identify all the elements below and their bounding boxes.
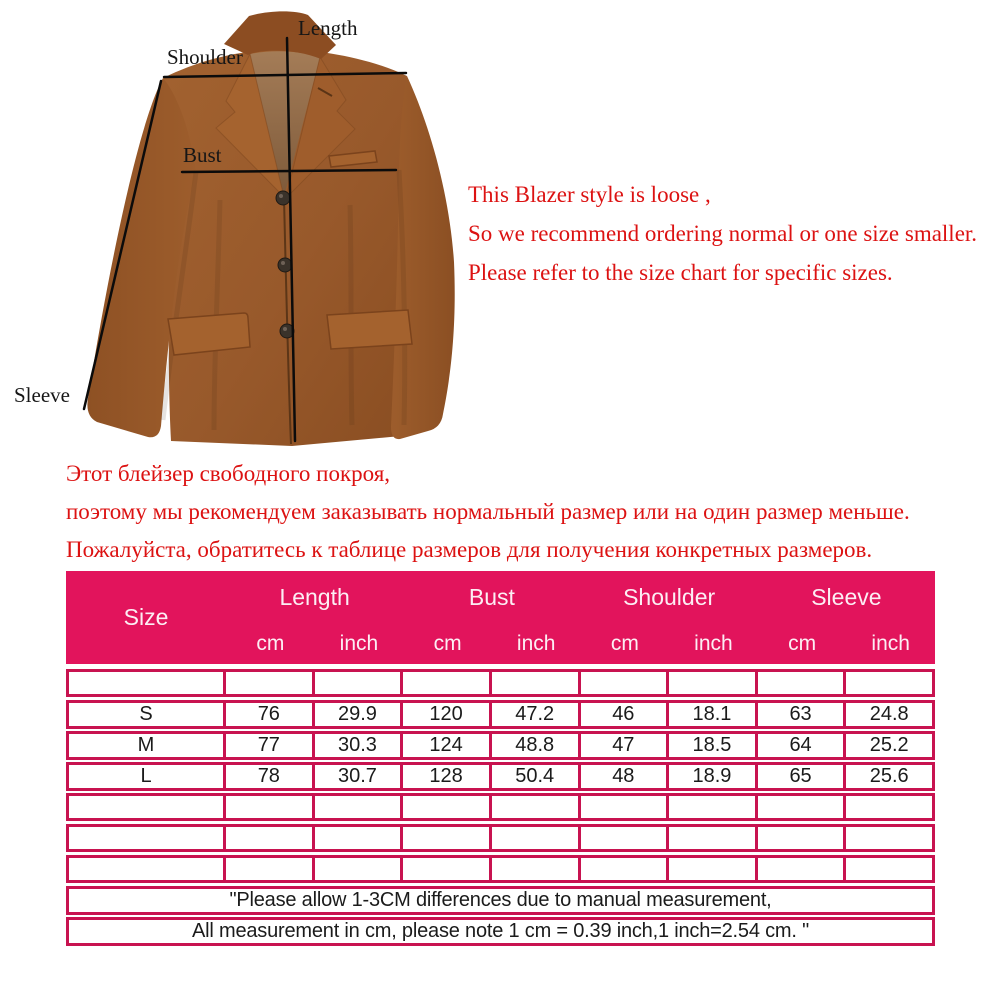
- table-footer-row-2: [66, 917, 935, 945]
- table-row-m: [66, 731, 935, 759]
- cell-value: 48: [581, 762, 670, 791]
- note-english-line2: So we recommend ordering normal or one size smaller.: [468, 221, 978, 246]
- unit-cm: cm: [256, 631, 285, 655]
- cell-value: 25.6: [846, 762, 935, 791]
- note-russian-line3: Пожалуйста, обратитесь к таблице размеров для получения конкретных размеров.: [66, 537, 873, 562]
- right-pocket-flap: [327, 310, 412, 349]
- cell-value: 46: [581, 700, 670, 729]
- footer-note-line2: All measurement in cm, please note 1 cm = 0.39 inch,1 inch=2.54 cm. ": [66, 917, 935, 946]
- size-table-body: [66, 669, 935, 945]
- cell-value: 24.8: [846, 700, 935, 729]
- cell-value: 29.9: [315, 700, 404, 729]
- note-english-line3: Please refer to the size chart for specific sizes.: [468, 260, 893, 285]
- unit-inch: inch: [694, 631, 733, 655]
- cell-value: 77: [226, 731, 315, 760]
- sleeve-label: Sleeve: [14, 383, 70, 407]
- unit-inch: inch: [339, 631, 379, 655]
- cell-value: 18.9: [669, 762, 758, 791]
- cell-value: 63: [758, 700, 847, 729]
- cell-value: 65: [758, 762, 847, 791]
- cell-value: 124: [403, 731, 492, 760]
- table-row-l: [66, 762, 935, 790]
- size-table: [66, 571, 935, 945]
- cell-size: S: [66, 700, 226, 729]
- note-english-line1: This Blazer style is loose ,: [468, 182, 711, 207]
- header-size: Size: [123, 604, 169, 630]
- header-length: Length: [279, 583, 350, 610]
- cell-value: 64: [758, 731, 847, 760]
- footer-note-line1: "Please allow 1-3CM differences due to manual measurement,: [66, 886, 935, 915]
- unit-inch: inch: [516, 631, 556, 655]
- table-row-s: [66, 700, 935, 728]
- table-row-empty: [66, 669, 935, 697]
- cell-value: 76: [226, 700, 315, 729]
- unit-cm: cm: [610, 631, 639, 655]
- table-row-empty: [66, 855, 935, 883]
- cell-value: 30.7: [315, 762, 404, 791]
- cell-value: 47.2: [492, 700, 581, 729]
- cell-value: 50.4: [492, 762, 581, 791]
- note-russian-line1: Этот блейзер свободного покроя,: [66, 461, 391, 486]
- cell-size: M: [66, 731, 226, 760]
- table-footer-row-1: [66, 886, 935, 914]
- left-pocket-flap: [168, 313, 250, 355]
- bust-label: Bust: [183, 143, 222, 167]
- note-english: [468, 175, 977, 292]
- cell-value: 78: [226, 762, 315, 791]
- shoulder-label: Shoulder: [167, 45, 243, 69]
- header-shoulder: Shoulder: [623, 583, 716, 610]
- cell-value: 120: [403, 700, 492, 729]
- header-bust: Bust: [468, 583, 515, 610]
- note-russian-line2: поэтому мы рекомендуем заказывать нормальный размер или на один размер меньше.: [66, 499, 910, 524]
- cell-value: 47: [581, 731, 670, 760]
- unit-cm: cm: [788, 631, 817, 655]
- unit-cm: cm: [433, 631, 462, 655]
- length-label: Length: [298, 16, 358, 40]
- unit-inch: inch: [871, 631, 910, 655]
- table-row-empty: [66, 793, 935, 821]
- cell-size: L: [66, 762, 226, 791]
- header-sleeve: Sleeve: [811, 583, 882, 610]
- cell-value: 18.5: [669, 731, 758, 760]
- cell-value: 30.3: [315, 731, 404, 760]
- cell-value: 18.1: [669, 700, 758, 729]
- note-russian: [66, 455, 910, 569]
- blazer-measurement-diagram: [0, 0, 500, 460]
- cell-value: 48.8: [492, 731, 581, 760]
- cell-value: 25.2: [846, 731, 935, 760]
- size-table-header: [66, 571, 935, 664]
- table-row-empty: [66, 824, 935, 852]
- cell-value: 128: [403, 762, 492, 791]
